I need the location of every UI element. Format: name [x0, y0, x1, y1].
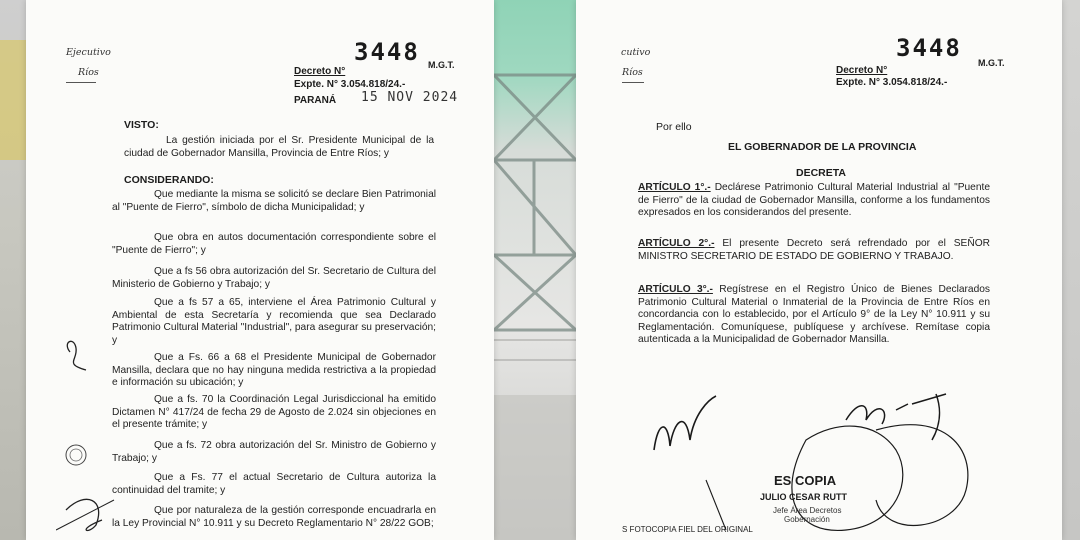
- considerando-item-4: [112, 297, 436, 347]
- considerando-text: Que mediante la misma se solicitó se declare Bien Patrimonial al "Puente de Fierro", símbolo de dicha Municipalidad; y: [112, 189, 436, 213]
- mgt-label: M.G.T.: [428, 60, 455, 70]
- decree-number-handwritten: 3448: [896, 34, 962, 62]
- considerando-item-5: [112, 352, 436, 390]
- margin-initials-and-seal: [56, 330, 116, 540]
- considerando-text: Que a fs 57 a 65, interviene el Área Patrimonio Cultural y Ambiental de esta Secretaría y recomienda que sea Declarado Patrimonio Cultural Material "Industrial", para asegurar su preservación; y: [112, 297, 436, 346]
- article-3: [638, 284, 990, 347]
- considerando-text: Que por naturaleza de la gestión corresponde encuadrarla en la Ley Provincial N° 10.911 y su Decreto Reglamentario N° 28/22 GOB;: [112, 505, 436, 529]
- stamp-es-copia: ES COPIA: [774, 473, 837, 488]
- considerando-heading: CONSIDERANDO:: [124, 174, 214, 186]
- considerando-item-2: [112, 232, 436, 257]
- article-2-text: El presente Decreto será refrendado por el SEÑOR MINISTRO SECRETARIO DE ESTADO DE GOBIERNO Y TRABAJO.: [638, 238, 990, 262]
- visto-text: La gestión iniciada por el Sr. Presidente Municipal de la ciudad de Gobernador Mansilla, Provincia de Entre Ríos; y: [124, 135, 434, 159]
- background-bridge-photo: [494, 0, 576, 540]
- decree-label: Decreto N°: [836, 65, 888, 76]
- considerando-text: Que a Fs. 77 el actual Secretario de Cultura autoriza la continuidad del tramite; y: [112, 472, 436, 496]
- article-3-label: ARTÍCULO 3°.-: [638, 284, 713, 295]
- considerando-item-8: [112, 472, 436, 497]
- decree-page-left: [26, 0, 494, 540]
- letterhead-line-1: cutivo: [621, 47, 651, 58]
- considerando-item-7: [112, 440, 436, 465]
- article-2: [638, 238, 990, 263]
- stamp-signer-name: JULIO CESAR RUTT: [760, 492, 848, 502]
- place-label: PARANÁ: [294, 95, 337, 106]
- por-ello-text: Por ello: [656, 121, 692, 133]
- mgt-label: M.G.T.: [978, 58, 1005, 68]
- considerando-text: Que obra en autos documentación correspondiente sobre el "Puente de Fierro"; y: [112, 232, 436, 256]
- decree-number-handwritten: 3448: [354, 38, 420, 66]
- stamp-signer-role: Jefe Área Decretos: [773, 506, 842, 515]
- considerando-item-3: [112, 266, 436, 291]
- date-stamp: 15 NOV 2024: [361, 90, 459, 105]
- letterhead-rule: [622, 82, 644, 83]
- stamp-signer-office: Gobernación: [784, 515, 830, 524]
- decreta-heading: DECRETA: [796, 167, 846, 179]
- considerando-item-6: [112, 394, 436, 432]
- article-2-label: ARTÍCULO 2°.-: [638, 238, 715, 249]
- governor-heading: EL GOBERNADOR DE LA PROVINCIA: [728, 141, 917, 153]
- article-3-text: Regístrese en el Registro Único de Bienes Declarados Patrimonio Cultural Material o Inmaterial de la Provincia de Entre Ríos en concordancia con lo establecido, por el Artículo 9° de la Ley N° 10.911 y su Reglamentación. Comuníquese, publíquese y archívese. Remítase copia autenticada a la Municipalidad de Gobernador Mansilla.: [638, 284, 990, 345]
- bridge-truss-drawing: [494, 0, 576, 540]
- considerando-text: Que a Fs. 66 a 68 el Presidente Municipal de Gobernador Mansilla, declara que no hay ninguna medida restrictiva a la propiedad e información su ubicación; y: [112, 352, 436, 388]
- article-1-label: ARTÍCULO 1°.-: [638, 182, 711, 193]
- considerando-text: Que a fs. 72 obra autorización del Sr. Ministro de Gobierno y Trabajo; y: [112, 440, 436, 464]
- footer-certified-copy-note: S FOTOCOPIA FIEL DEL ORIGINAL: [622, 525, 753, 534]
- background-right-strip: [1060, 0, 1080, 540]
- considerando-text: Que a fs. 70 la Coordinación Legal Jurisdiccional ha emitido Dictamen N° 417/24 de fecha 29 de Agosto de 2.024 sin objeciones en el presente trámite; y: [112, 394, 436, 430]
- considerando-item-1: [112, 189, 436, 214]
- visto-paragraph: [124, 135, 434, 160]
- visto-heading: VISTO:: [124, 119, 159, 131]
- letterhead-line-2: Ríos: [78, 67, 99, 78]
- considerando-item-9: [112, 505, 436, 530]
- decree-page-right: [576, 0, 1062, 540]
- letterhead-line-2: Ríos: [622, 67, 643, 78]
- decree-label: Decreto N°: [294, 66, 346, 77]
- article-1: [638, 182, 990, 220]
- signatures-drawing: [646, 380, 1056, 540]
- expediente-number: Expte. N° 3.054.818/24.-: [294, 79, 406, 90]
- expediente-number: Expte. N° 3.054.818/24.-: [836, 77, 948, 88]
- considerando-text: Que a fs 56 obra autorización del Sr. Secretario de Cultura del Ministerio de Gobierno y Trabajo; y: [112, 266, 436, 290]
- letterhead-rule: [66, 82, 96, 83]
- letterhead-line-1: Ejecutivo: [66, 47, 111, 58]
- article-1-text: Declárese Patrimonio Cultural Material Industrial al "Puente de Fierro" de la ciudad de Gobernador Mansilla, conforme a los fundamentos expresados en los considerandos del presente.: [638, 182, 990, 218]
